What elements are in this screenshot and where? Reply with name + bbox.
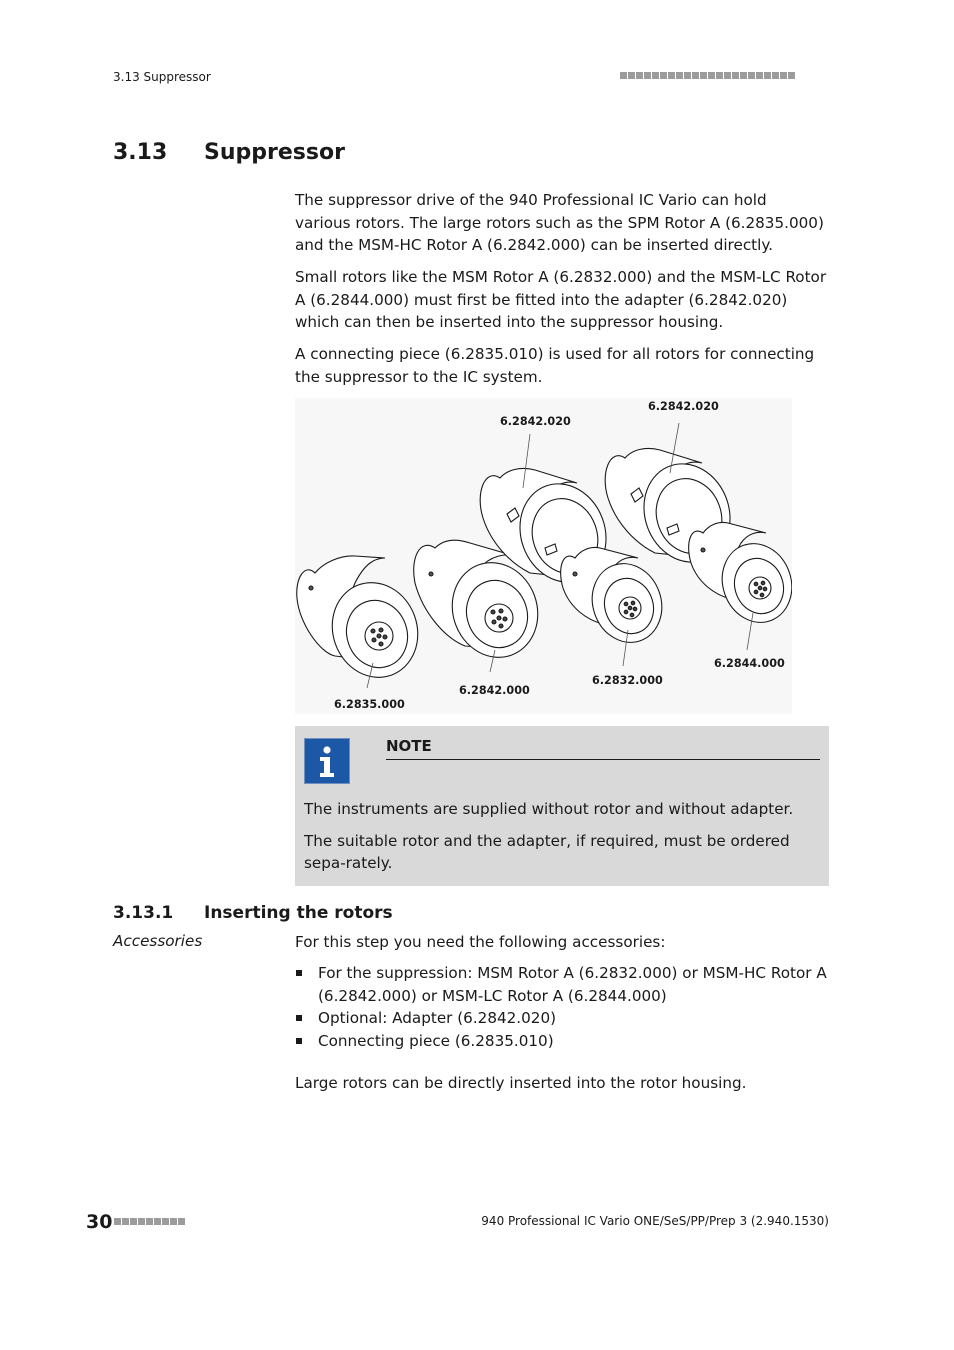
decor-square (708, 72, 715, 79)
note-line-1: The instruments are supplied without rotor and without adapter. (304, 800, 794, 818)
decor-square (684, 72, 691, 79)
note-title: NOTE (386, 737, 820, 760)
page-number: 30 (86, 1211, 113, 1233)
subsection-number: 3.13.1 (113, 903, 174, 923)
decor-square (780, 72, 787, 79)
section-number: 3.13 (113, 140, 168, 165)
note-box (295, 726, 829, 886)
decor-square (668, 72, 675, 79)
section-heading: Suppressor (204, 140, 345, 165)
bullet-square-icon (296, 970, 302, 976)
label-adapter-right: 6.2842.020 (648, 400, 719, 413)
decor-square (764, 72, 771, 79)
note-body (304, 798, 814, 884)
decor-square (122, 1218, 129, 1225)
accessories-list (295, 962, 827, 1052)
paragraph-2: Small rotors like the MSM Rotor A (6.2832.000) and the MSM-LC Rotor A (6.2844.000) must first be fitted into the adapter (6.2842.020) which can then be inserted into the suppressor housing. (295, 268, 827, 331)
accessories-label: Accessories (113, 932, 203, 950)
accessories-outro: Large rotors can be directly inserted into the rotor housing. (295, 1074, 747, 1092)
bullet-square-icon (296, 1038, 302, 1044)
running-header: 3.13 Suppressor (113, 70, 211, 84)
decor-square (154, 1218, 161, 1225)
decor-square (628, 72, 635, 79)
decor-square (644, 72, 651, 79)
decor-square (636, 72, 643, 79)
rotor-figure (295, 398, 792, 714)
decor-square (740, 72, 747, 79)
decor-square (692, 72, 699, 79)
paragraph-1: The suppressor drive of the 940 Professional IC Vario can hold various rotors. The large rotors such as the SPM Rotor A (6.2835.000) and the MSM-HC Rotor A (6.2842.000) can be inserted directly. (295, 191, 824, 254)
list-item: Connecting piece (6.2835.010) (295, 1030, 827, 1053)
connecting-piece-drawing (297, 556, 431, 690)
decor-square (772, 72, 779, 79)
label-rotor-lc: 6.2844.000 (714, 657, 785, 670)
decor-square (162, 1218, 169, 1225)
decor-square (660, 72, 667, 79)
header-decoration (620, 72, 795, 79)
subsection-title (113, 903, 393, 923)
msm-rotor-drawing (561, 547, 673, 652)
bullet-square-icon (296, 1015, 302, 1021)
list-item: For the suppression: MSM Rotor A (6.2832.000) or MSM-HC Rotor A (6.2842.000) or MSM-LC Rotor A (6.2844.000) (295, 962, 827, 1007)
decor-square (130, 1218, 137, 1225)
lc-rotor-drawing (689, 522, 792, 632)
decor-square (716, 72, 723, 79)
decor-square (138, 1218, 145, 1225)
label-connecting-piece: 6.2835.000 (334, 698, 405, 711)
decor-square (114, 1218, 121, 1225)
list-item: Optional: Adapter (6.2842.020) (295, 1007, 827, 1030)
label-rotor-msm: 6.2832.000 (592, 674, 663, 687)
section-title (113, 140, 345, 165)
decor-square (700, 72, 707, 79)
paragraph-3: A connecting piece (6.2835.010) is used for all rotors for connecting the suppressor to the IC system. (295, 345, 815, 386)
decor-square (788, 72, 795, 79)
decor-square (178, 1218, 185, 1225)
info-icon (304, 738, 350, 784)
subsection-heading: Inserting the rotors (204, 903, 393, 923)
decor-square (748, 72, 755, 79)
accessories-intro: For this step you need the following accessories: (295, 933, 666, 951)
footer-decoration (114, 1218, 185, 1225)
decor-square (724, 72, 731, 79)
decor-square (170, 1218, 177, 1225)
decor-square (676, 72, 683, 79)
decor-square (620, 72, 627, 79)
decor-square (756, 72, 763, 79)
decor-square (146, 1218, 153, 1225)
label-rotor-hc: 6.2842.000 (459, 684, 530, 697)
document-title: 940 Professional IC Vario ONE/SeS/PP/Prep 3 (2.940.1530) (481, 1214, 829, 1228)
note-line-2: The suitable rotor and the adapter, if required, must be ordered sepa-rately. (304, 831, 790, 872)
label-adapter-left: 6.2842.020 (500, 415, 571, 428)
decor-square (732, 72, 739, 79)
decor-square (652, 72, 659, 79)
